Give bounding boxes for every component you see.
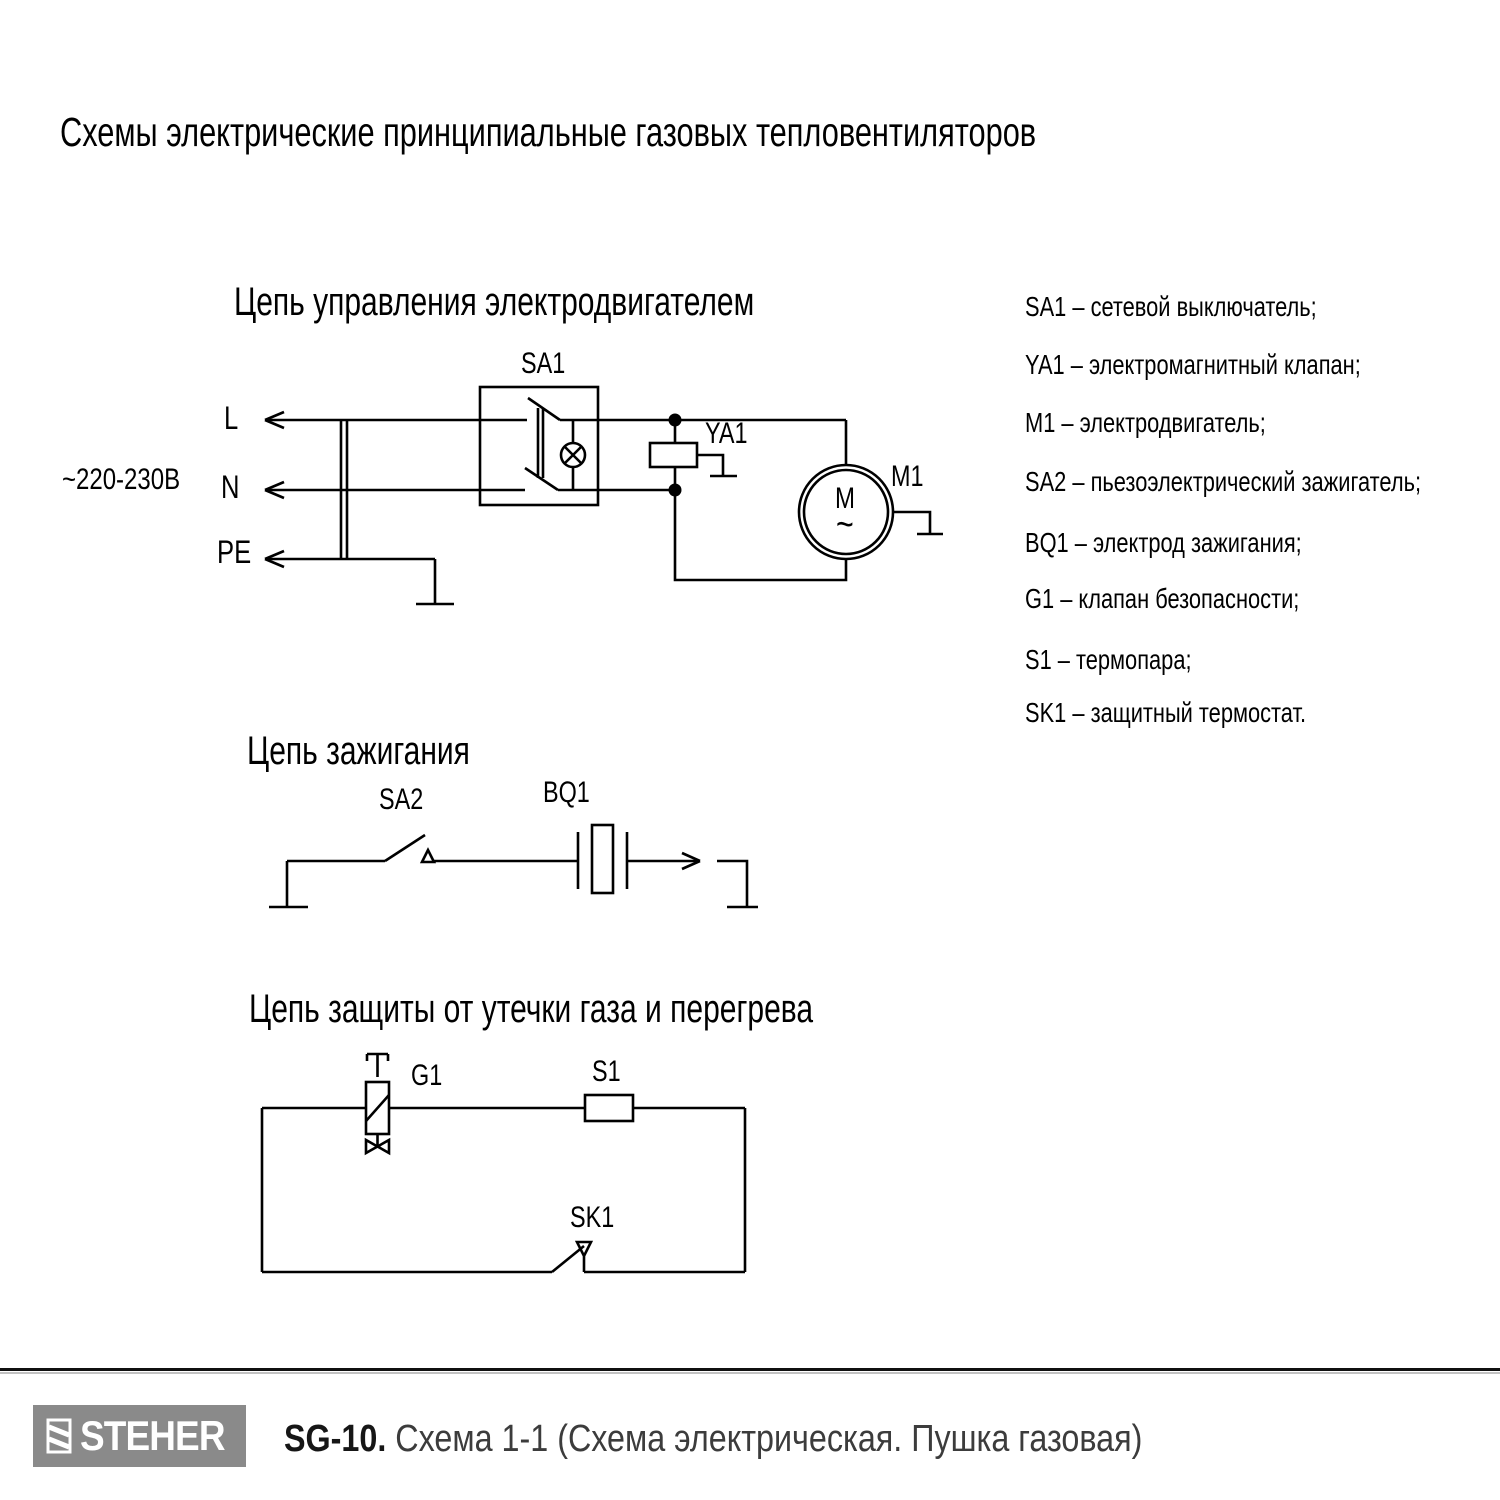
footer-divider	[0, 1368, 1500, 1371]
ya1-coil-symbol	[650, 443, 697, 467]
label-sk1: SK1	[570, 1201, 615, 1234]
circuit2-graphics	[269, 825, 758, 907]
circuit2-title: Цепь зажигания	[247, 729, 470, 773]
brand-name: STEHER	[80, 1412, 225, 1459]
motor-ac-symbol: ~	[836, 504, 854, 546]
label-m1: M1	[891, 460, 924, 493]
model-number: SG-10.	[284, 1418, 387, 1460]
motor-letter: M	[835, 482, 855, 515]
label-s1: S1	[592, 1055, 621, 1088]
label-sa1: SA1	[521, 347, 566, 380]
legend-item-sk1: SK1 – защитный термостат.	[1025, 697, 1307, 728]
voltage-label: ~220-230В	[62, 463, 181, 496]
circuit3-graphics	[262, 1054, 745, 1272]
footer-divider-shadow	[0, 1372, 1500, 1374]
brand-mark-icon	[46, 1418, 72, 1454]
legend-item-ya1: YA1 – электромагнитный клапан;	[1025, 349, 1361, 380]
g1-actuator-icon	[367, 1054, 388, 1077]
label-bq1: BQ1	[543, 776, 590, 809]
sk1-switch-blade	[552, 1246, 584, 1272]
line-label-n: N	[221, 469, 240, 505]
label-sa2: SA2	[379, 783, 424, 816]
sa2-switch-blade	[385, 835, 425, 861]
legend-item-s1: S1 – термопара;	[1025, 644, 1192, 675]
legend-item-sa2: SA2 – пьезоэлектрический зажигатель;	[1025, 466, 1422, 497]
m1-ground-icon	[893, 512, 943, 534]
ya1-ground-icon	[697, 455, 737, 476]
ignition-left-ground-icon	[269, 861, 308, 907]
line-label-l: L	[224, 400, 239, 436]
pe-line-and-ground-icon	[265, 559, 454, 604]
circuit1-title: Цепь управления электродвигателем	[234, 280, 755, 324]
n-bus	[598, 490, 846, 580]
protection-loop	[262, 1108, 745, 1272]
legend-item-g1: G1 – клапан безопасности;	[1025, 583, 1300, 614]
page-title: Схемы электрические принципиальные газовых тепловентиляторов	[60, 109, 1037, 155]
label-g1: G1	[411, 1059, 443, 1092]
legend-item-bq1: BQ1 – электрод зажигания;	[1025, 527, 1302, 558]
circuit3-title: Цепь защиты от утечки газа и перегрева	[249, 987, 814, 1031]
g1-diagonal	[366, 1095, 389, 1121]
bq1-piezo-body	[592, 825, 613, 893]
s1-thermocouple-body	[585, 1095, 633, 1121]
bq1-plates	[578, 832, 627, 889]
footer-caption-line	[284, 1420, 1142, 1458]
scheme-caption: Схема 1-1 (Схема электрическая. Пушка газовая)	[395, 1418, 1143, 1460]
legend-item-m1: M1 – электродвигатель;	[1025, 407, 1266, 438]
sa2-contact-triangle	[422, 850, 434, 862]
label-ya1: YA1	[705, 417, 748, 450]
sa1-lamp-cross	[565, 447, 582, 464]
legend-item-sa1: SA1 – сетевой выключатель;	[1025, 291, 1317, 322]
line-label-pe: PE	[217, 534, 252, 570]
brand-logo	[33, 1405, 246, 1467]
ignition-right-ground-icon	[717, 861, 758, 907]
